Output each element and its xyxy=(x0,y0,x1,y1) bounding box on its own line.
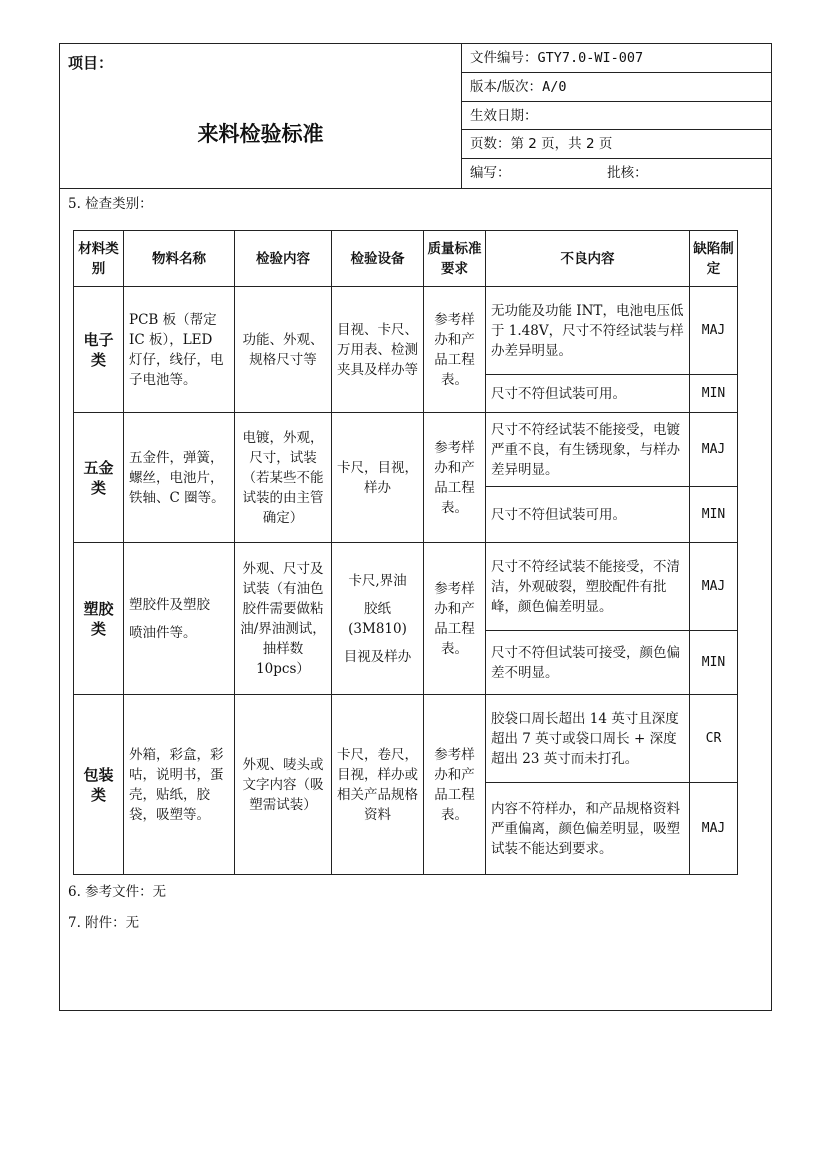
table-row xyxy=(74,413,738,487)
level-cell: CR xyxy=(690,695,738,783)
page-count: 页数：第 2 页，共 2 页 xyxy=(470,136,613,153)
version-value: A/0 xyxy=(542,78,567,95)
quality-cell: 参考样办和产品工程表。 xyxy=(424,695,486,875)
version-label: 版本/版次： xyxy=(470,78,543,95)
defect-cell: 无功能及功能 INT，电池电压低于 1.48V，尺寸不符经试装与样办差异明显。 xyxy=(486,287,690,375)
quality-cell: 参考样办和产品工程表。 xyxy=(424,543,486,695)
inspection-table xyxy=(73,230,738,875)
material-cell: 外箱，彩盒，彩咕，说明书，蛋壳，贴纸，胶袋，吸塑等。 xyxy=(124,695,235,875)
table-row xyxy=(74,695,738,783)
level-cell: MIN xyxy=(690,375,738,413)
header-divider xyxy=(60,188,771,189)
col-equipment: 检验设备 xyxy=(332,231,424,287)
content-cell: 电镀，外观，尺寸，试装（若某些不能试装的由主管确定） xyxy=(235,413,332,543)
section-5-heading: 5. 检查类别： xyxy=(68,196,153,212)
defect-cell: 内容不符样办，和产品规格资料严重偏离，颜色偏差明显，吸塑试装不能达到要求。 xyxy=(486,783,690,875)
content-cell: 外观、唛头或文字内容（吸塑需试装） xyxy=(235,695,332,875)
version-row xyxy=(462,73,772,102)
level-cell: MAJ xyxy=(690,783,738,875)
level-cell: MAJ xyxy=(690,287,738,375)
document-frame xyxy=(59,43,772,1011)
category-cell: 包装类 xyxy=(74,695,124,875)
material-line: 喷油件等。 xyxy=(129,624,197,641)
document-title: 来料检验标准 xyxy=(197,122,324,146)
defect-cell: 尺寸不符但试装可用。 xyxy=(486,487,690,543)
equipment-cell xyxy=(332,543,424,695)
table-row xyxy=(74,287,738,375)
material-cell: PCB 板（帮定 IC 板），LED 灯仔，线仔，电子电池等。 xyxy=(124,287,235,413)
equipment-line: (3M810) xyxy=(348,620,407,637)
level-cell: MIN xyxy=(690,631,738,695)
writer-label: 编写： xyxy=(470,165,511,182)
equipment-line: 胶纸 xyxy=(364,600,391,617)
col-quality: 质量标准要求 xyxy=(424,231,486,287)
col-category: 材料类别 xyxy=(74,231,124,287)
defect-cell: 胶袋口周长超出 14 英寸且深度超出 7 英寸或袋口周长 + 深度超出 23 英寸而未打孔。 xyxy=(486,695,690,783)
header-left xyxy=(60,44,462,188)
content-cell: 功能、外观、规格尺寸等 xyxy=(235,287,332,413)
project-label: 项目： xyxy=(68,54,114,72)
defect-cell: 尺寸不符经试装不能接受，不清洁，外观破裂，塑胶配件有批峰，颜色偏差明显。 xyxy=(486,543,690,631)
level-cell: MAJ xyxy=(690,413,738,487)
col-content: 检验内容 xyxy=(235,231,332,287)
quality-cell: 参考样办和产品工程表。 xyxy=(424,287,486,413)
equipment-cell: 目视、卡尺、万用表、检测夹具及样办等 xyxy=(332,287,424,413)
doc-number-row xyxy=(462,44,772,73)
table-header-row xyxy=(74,231,738,287)
material-cell: 五金件，弹簧，螺丝，电池片，铁轴、C 圈等。 xyxy=(124,413,235,543)
approver-label: 批核： xyxy=(607,165,648,182)
doc-number: GTY7.0-WI-007 xyxy=(537,50,644,66)
level-cell: MIN xyxy=(690,487,738,543)
category-cell: 电子类 xyxy=(74,287,124,413)
category-cell: 五金类 xyxy=(74,413,124,543)
header-info xyxy=(462,44,772,188)
category-cell: 塑胶类 xyxy=(74,543,124,695)
defect-cell: 尺寸不符但试装可用。 xyxy=(486,375,690,413)
level-cell: MAJ xyxy=(690,543,738,631)
signature-row xyxy=(462,159,772,188)
doc-number-label: 文件编号： xyxy=(470,50,538,66)
defect-cell: 尺寸不符但试装可接受，颜色偏差不明显。 xyxy=(486,631,690,695)
defect-cell: 尺寸不符经试装不能接受，电镀严重不良，有生锈现象，与样办差异明显。 xyxy=(486,413,690,487)
material-cell xyxy=(124,543,235,695)
col-material: 物料名称 xyxy=(124,231,235,287)
section-6-references: 6. 参考文件：无 xyxy=(68,884,167,900)
section-7-attachments: 7. 附件：无 xyxy=(68,915,140,931)
material-line: 塑胶件及塑胶 xyxy=(129,596,210,613)
equipment-line: 卡尺,界油 xyxy=(348,572,407,589)
equipment-cell: 卡尺，卷尺，目视，样办或相关产品规格资料 xyxy=(332,695,424,875)
equipment-cell: 卡尺，目视，样办 xyxy=(332,413,424,543)
col-defect: 不良内容 xyxy=(486,231,690,287)
effective-date-row xyxy=(462,102,772,131)
col-level: 缺陷制定 xyxy=(690,231,738,287)
page-count-row xyxy=(462,130,772,159)
content-cell: 外观、尺寸及试装（有油色胶件需要做粘油/界油测试，抽样数 10pcs） xyxy=(235,543,332,695)
table-row xyxy=(74,543,738,631)
effective-date-label: 生效日期： xyxy=(470,107,538,124)
equipment-line: 目视及样办 xyxy=(343,648,412,665)
quality-cell: 参考样办和产品工程表。 xyxy=(424,413,486,543)
